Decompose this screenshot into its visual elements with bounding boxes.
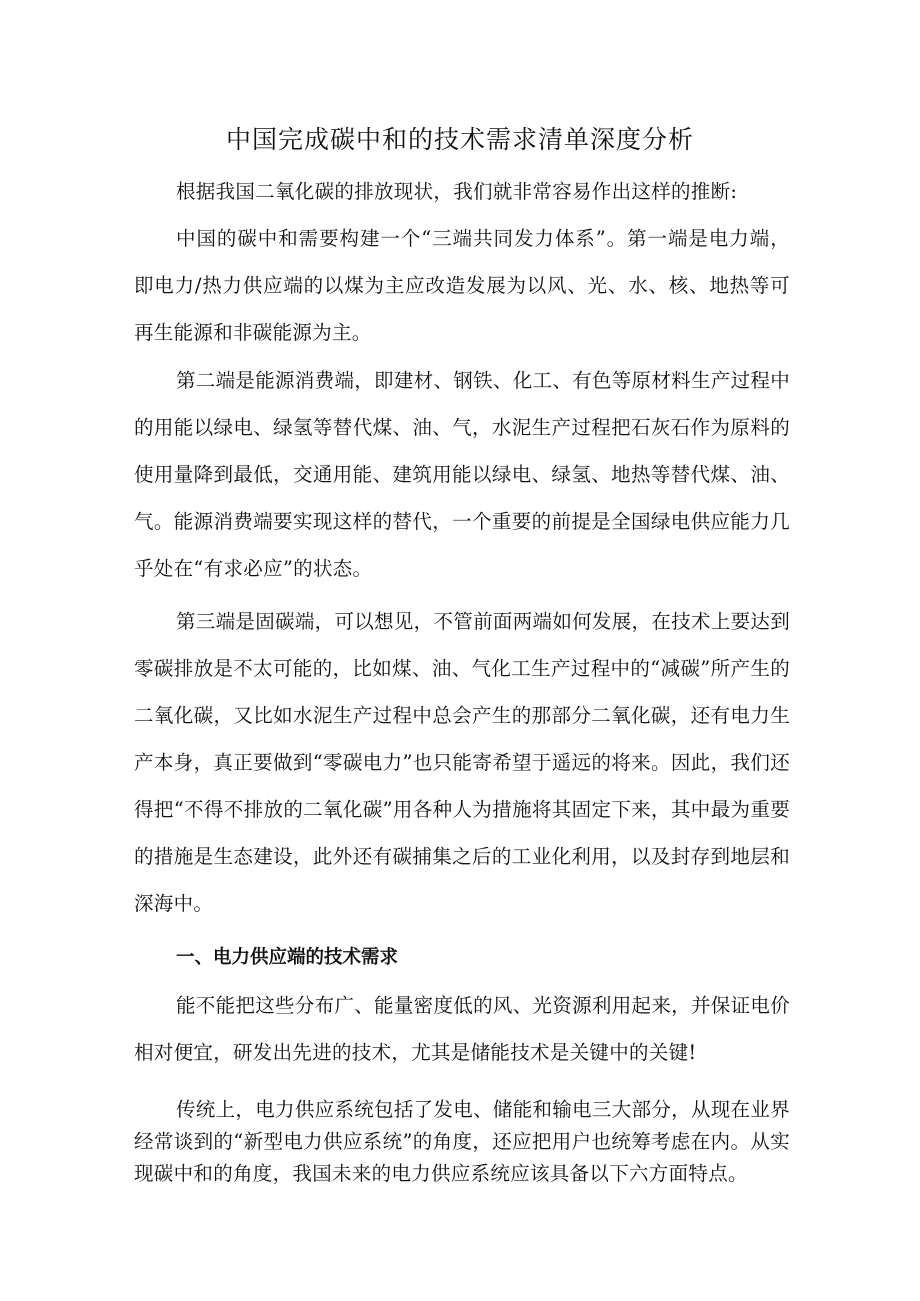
section-heading-power-supply: 一、电力供应端的技术需求 (176, 947, 399, 968)
paragraph-power-system: 传统上，电力供应系统包括了发电、储能和输电三大部分，从现在业界经常谈到的“新型电力供应系统”的角度，还应把用户也统筹考虑在内。从实现碳中和的角度，我国未来的电力供应系统应该具备以下六方面特点。 (134, 1098, 790, 1185)
paragraph-second-end: 第二端是能源消费端，即建材、钢铁、化工、有色等原材料生产过程中的用能以绿电、绿氢等替代煤、油、气，水泥生产过程把石灰石作为原料的使用量降到最低，交通用能、建筑用能以绿电、绿氢、地热等替代煤、油、气。能源消费端要实现这样的替代，一个重要的前提是全国绿电供应能力几乎处在“有求必应”的状态。 (134, 369, 790, 580)
document-title: 中国完成碳中和的技术需求清单深度分析 (225, 125, 694, 154)
paragraph-three-ends: 中国的碳中和需要构建一个“三端共同发力体系”。第一端是电力端，即电力/热力供应端的以煤为主应改造发展为以风、光、水、核、地热等可再生能源和非碳能源为主。 (134, 227, 790, 344)
paragraph-third-end: 第三端是固碳端，可以想见，不管前面两端如何发展，在技术上要达到零碳排放是不太可能的，比如煤、油、气化工生产过程中的“减碳”所产生的二氧化碳，又比如水泥生产过程中总会产生的那部分二氧化碳，还有电力生产本身，真正要做到“零碳电力”也只能寄希望于遥远的将来。因此，我们还得把“不得不排放的二氧化碳”用各种人为措施将其固定下来，其中最为重要的措施是生态建设，此外还有碳捕集之后的工业化利用，以及封存到地层和深海中。 (134, 610, 790, 915)
paragraph-intro: 根据我国二氧化碳的排放现状，我们就非常容易作出这样的推断: (176, 180, 738, 203)
paragraph-storage-key: 能不能把这些分布广、能量密度低的风、光资源利用起来，并保证电价相对便宜，研发出先进的技术，尤其是储能技术是关键中的关键! (134, 994, 790, 1064)
